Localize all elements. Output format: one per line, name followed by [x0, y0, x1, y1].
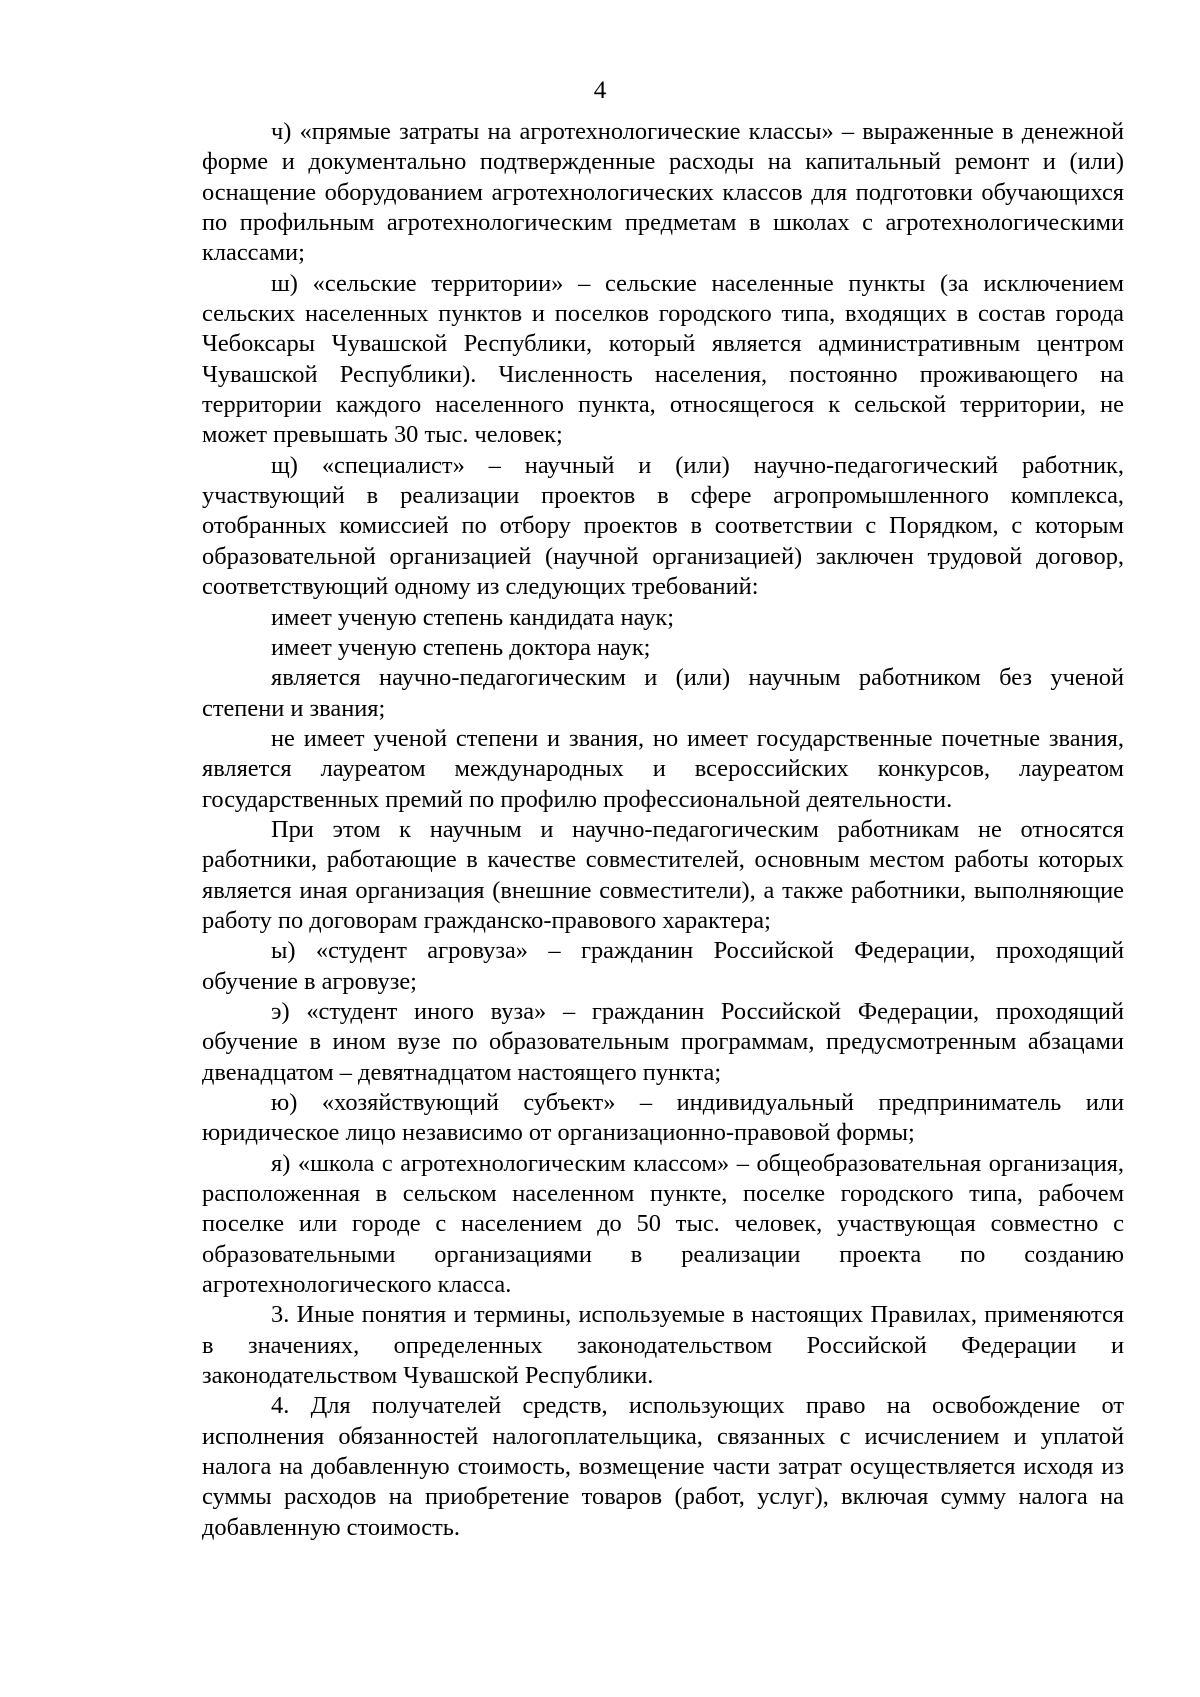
paragraph-requirement-honorary: не имеет ученой степени и звания, но имеет государственные почетные звания, является лауреатом международных и всероссийских конкурсов, лауреатом государственных премий по профилю профессиональной деятельности. — [202, 724, 1124, 813]
page-number: 4 — [593, 77, 607, 104]
paragraph-definition-ya: я) «школа с агротехнологическим классом» – общеобразовательная организация, расположенная в сельском населенном пункте, поселке городского типа, рабочем поселке или городе с населением до 50 тыс. человек, участвующая совместно с образовательными организациями в реализации проекта по созданию агротехнологического класса. — [202, 1149, 1124, 1299]
paragraph-definition-e: э) «студент иного вуза» – гражданин Российской Федерации, проходящий обучение в ином вузе по образовательным программам, предусмотренным абзацами двенадцатом – девятнадцатом настоящего пункта; — [202, 997, 1124, 1086]
paragraph-definition-sh: ш) «сельские территории» – сельские населенные пункты (за исключением сельских населенных пунктов и поселков городского типа, входящих в состав города Чебоксары Чувашской Республики, который является административным центром Чувашской Республики). Численность населения, постоянно проживающего на территории каждого населенного пункта, относящегося к сельской территории, не может превышать 30 тыс. человек; — [202, 269, 1124, 449]
paragraph-exclusion-note: При этом к научным и научно-педагогическим работникам не относятся работники, работающие в качестве совместителей, основным местом работы которых является иная организация (внешние совместители), а также работники, выполняющие работу по договорам гражданско-правового характера; — [202, 815, 1124, 934]
paragraph-requirement-doctor: имеет ученую степень доктора наук; — [271, 633, 651, 661]
paragraph-definition-ch: ч) «прямые затраты на агротехнологические классы» – выраженные в денежной форме и документально подтвержденные расходы на капитальный ремонт и (или) оснащение оборудованием агротехнологических классов для подготовки обучающихся по профильным агротехнологическим предметам в школах с агротехнологическими классами; — [202, 118, 1124, 267]
paragraph-section-3: 3. Иные понятия и термины, используемые в настоящих Правилах, применяются в значениях, определенных законодательством Российской Федерации и законодательством Чувашской Республики. — [202, 1301, 1124, 1390]
paragraph-definition-y: ы) «студент агровуза» – гражданин Российской Федерации, проходящий обучение в агровузе; — [202, 937, 1124, 995]
paragraph-requirement-candidate: имеет ученую степень кандидата наук; — [271, 603, 674, 631]
paragraph-definition-shch: щ) «специалист» – научный и (или) научно-педагогический работник, участвующий в реализации проектов в сфере агропромышленного комплекса, отобранных комиссией по отбору проектов в соответствии с Порядком, с которым образовательной организацией (научной организацией) заключен трудовой договор, соответствующий одному из следующих требований: — [202, 451, 1124, 601]
document-body — [202, 117, 1124, 1543]
paragraph-section-4: 4. Для получателей средств, использующих право на освобождение от исполнения обязанностей налогоплательщика, связанных с исчислением и уплатой налога на добавленную стоимость, возмещение части затрат осуществляется исходя из суммы расходов на приобретение товаров (работ, услуг), включая сумму налога на добавленную стоимость. — [202, 1392, 1124, 1541]
paragraph-definition-yu: ю) «хозяйствующий субъект» – индивидуальный предприниматель или юридическое лицо независимо от организационно-правовой формы; — [202, 1089, 1124, 1147]
paragraph-requirement-no-degree: является научно-педагогическим и (или) научным работником без ученой степени и звания; — [202, 664, 1124, 722]
